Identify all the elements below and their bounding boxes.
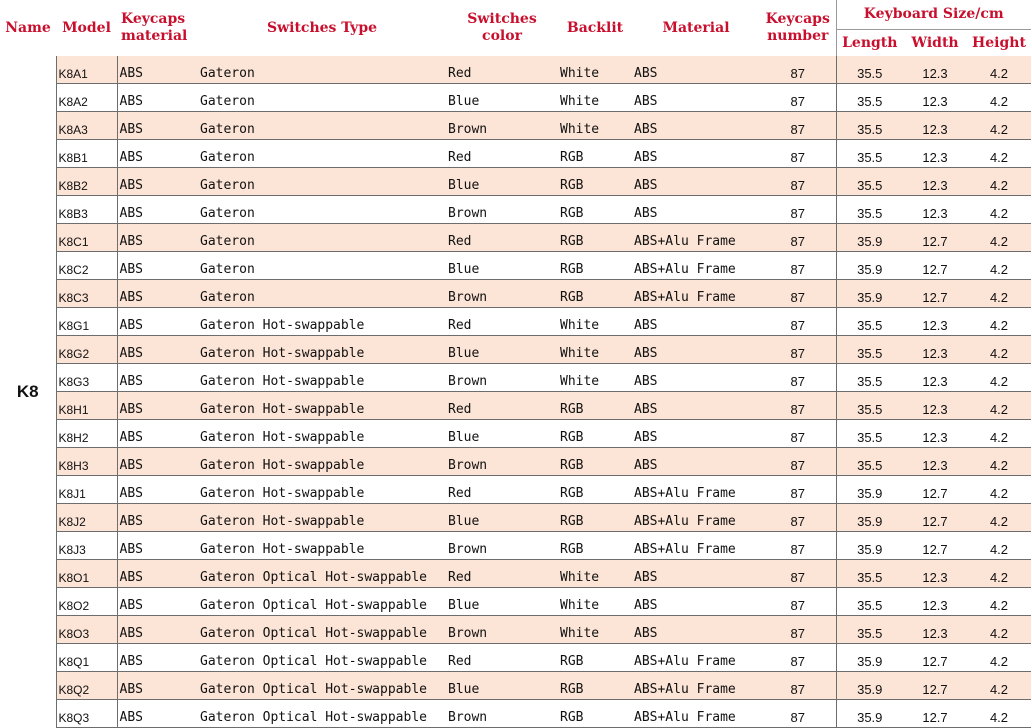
backlit-cell: RGB bbox=[558, 476, 632, 504]
length-cell: 35.5 bbox=[836, 616, 903, 644]
height-cell: 4.2 bbox=[967, 168, 1031, 196]
switches-type-cell: Gateron bbox=[198, 252, 446, 280]
model-cell: K8A1 bbox=[56, 56, 117, 84]
material-cell: ABS bbox=[632, 168, 760, 196]
group-name-cell: K8 bbox=[0, 56, 56, 728]
length-cell: 35.5 bbox=[836, 168, 903, 196]
height-cell: 4.2 bbox=[967, 644, 1031, 672]
model-cell: K8H3 bbox=[56, 448, 117, 476]
model-cell: K8G1 bbox=[56, 308, 117, 336]
col-header-switches-color bbox=[446, 0, 558, 56]
backlit-cell: White bbox=[558, 112, 632, 140]
width-cell: 12.3 bbox=[903, 56, 967, 84]
switches-type-cell: Gateron Hot-swappable bbox=[198, 504, 446, 532]
keycaps-number-cell: 87 bbox=[760, 672, 836, 700]
backlit-cell: White bbox=[558, 616, 632, 644]
width-cell: 12.3 bbox=[903, 140, 967, 168]
switches-color-cell: Red bbox=[446, 56, 558, 84]
col-header-keycaps-number-line2: number bbox=[767, 28, 829, 44]
switches-color-cell: Blue bbox=[446, 420, 558, 448]
width-cell: 12.3 bbox=[903, 112, 967, 140]
height-cell: 4.2 bbox=[967, 504, 1031, 532]
length-cell: 35.5 bbox=[836, 420, 903, 448]
switches-type-cell: Gateron Hot-swappable bbox=[198, 336, 446, 364]
model-cell: K8A2 bbox=[56, 84, 117, 112]
keycaps-material-cell: ABS bbox=[117, 420, 198, 448]
table-row bbox=[0, 672, 1031, 700]
keycaps-number-cell: 87 bbox=[760, 364, 836, 392]
backlit-cell: RGB bbox=[558, 140, 632, 168]
keycaps-material-cell: ABS bbox=[117, 280, 198, 308]
material-cell: ABS+Alu Frame bbox=[632, 672, 760, 700]
backlit-cell: White bbox=[558, 588, 632, 616]
switches-type-cell: Gateron bbox=[198, 224, 446, 252]
width-cell: 12.7 bbox=[903, 672, 967, 700]
switches-color-cell: Blue bbox=[446, 252, 558, 280]
length-cell: 35.9 bbox=[836, 644, 903, 672]
model-cell: K8J2 bbox=[56, 504, 117, 532]
col-header-width: Width bbox=[911, 34, 959, 51]
model-cell: K8Q2 bbox=[56, 672, 117, 700]
model-cell: K8Q1 bbox=[56, 644, 117, 672]
switches-color-cell: Red bbox=[446, 476, 558, 504]
material-cell: ABS bbox=[632, 56, 760, 84]
backlit-cell: White bbox=[558, 364, 632, 392]
backlit-cell: White bbox=[558, 560, 632, 588]
backlit-cell: White bbox=[558, 84, 632, 112]
col-header-switches-color-line1: Switches bbox=[467, 11, 537, 27]
width-cell: 12.7 bbox=[903, 532, 967, 560]
model-cell: K8B2 bbox=[56, 168, 117, 196]
keycaps-number-cell: 87 bbox=[760, 420, 836, 448]
material-cell: ABS bbox=[632, 84, 760, 112]
keycaps-material-cell: ABS bbox=[117, 644, 198, 672]
keycaps-material-cell: ABS bbox=[117, 616, 198, 644]
material-cell: ABS bbox=[632, 140, 760, 168]
width-cell: 12.3 bbox=[903, 196, 967, 224]
switches-type-cell: Gateron bbox=[198, 140, 446, 168]
keycaps-material-cell: ABS bbox=[117, 168, 198, 196]
material-cell: ABS bbox=[632, 616, 760, 644]
keycaps-number-cell: 87 bbox=[760, 448, 836, 476]
height-cell: 4.2 bbox=[967, 252, 1031, 280]
keycaps-material-cell: ABS bbox=[117, 224, 198, 252]
width-cell: 12.3 bbox=[903, 420, 967, 448]
keycaps-number-cell: 87 bbox=[760, 168, 836, 196]
length-cell: 35.5 bbox=[836, 392, 903, 420]
switches-color-cell: Blue bbox=[446, 168, 558, 196]
length-cell: 35.9 bbox=[836, 252, 903, 280]
col-header-keycaps-number-line1: Keycaps bbox=[765, 11, 830, 27]
keycaps-number-cell: 87 bbox=[760, 700, 836, 728]
height-cell: 4.2 bbox=[967, 560, 1031, 588]
length-cell: 35.5 bbox=[836, 84, 903, 112]
switches-type-cell: Gateron Optical Hot-swappable bbox=[198, 644, 446, 672]
table-row bbox=[0, 140, 1031, 168]
col-header-switches-color-line2: color bbox=[482, 28, 522, 44]
material-cell: ABS+Alu Frame bbox=[632, 504, 760, 532]
height-cell: 4.2 bbox=[967, 280, 1031, 308]
switches-type-cell: Gateron Optical Hot-swappable bbox=[198, 588, 446, 616]
height-cell: 4.2 bbox=[967, 616, 1031, 644]
switches-type-cell: Gateron Hot-swappable bbox=[198, 476, 446, 504]
keycaps-material-cell: ABS bbox=[117, 112, 198, 140]
switches-type-cell: Gateron Optical Hot-swappable bbox=[198, 700, 446, 728]
width-cell: 12.3 bbox=[903, 84, 967, 112]
width-cell: 12.3 bbox=[903, 560, 967, 588]
width-cell: 12.7 bbox=[903, 280, 967, 308]
switches-type-cell: Gateron Optical Hot-swappable bbox=[198, 560, 446, 588]
keycaps-number-cell: 87 bbox=[760, 56, 836, 84]
length-cell: 35.5 bbox=[836, 56, 903, 84]
table-row bbox=[0, 588, 1031, 616]
table-row bbox=[0, 644, 1031, 672]
keycaps-number-cell: 87 bbox=[760, 308, 836, 336]
switches-type-cell: Gateron bbox=[198, 196, 446, 224]
keycaps-material-cell: ABS bbox=[117, 700, 198, 728]
length-cell: 35.9 bbox=[836, 700, 903, 728]
keycaps-number-cell: 87 bbox=[760, 476, 836, 504]
backlit-cell: RGB bbox=[558, 168, 632, 196]
switches-type-cell: Gateron Hot-swappable bbox=[198, 392, 446, 420]
keycaps-material-cell: ABS bbox=[117, 308, 198, 336]
material-cell: ABS+Alu Frame bbox=[632, 252, 760, 280]
width-cell: 12.3 bbox=[903, 336, 967, 364]
model-cell: K8G3 bbox=[56, 364, 117, 392]
material-cell: ABS bbox=[632, 196, 760, 224]
width-cell: 12.3 bbox=[903, 168, 967, 196]
switches-color-cell: Red bbox=[446, 392, 558, 420]
backlit-cell: RGB bbox=[558, 420, 632, 448]
width-cell: 12.3 bbox=[903, 364, 967, 392]
model-cell: K8C3 bbox=[56, 280, 117, 308]
height-cell: 4.2 bbox=[967, 224, 1031, 252]
height-cell: 4.2 bbox=[967, 588, 1031, 616]
model-cell: K8B3 bbox=[56, 196, 117, 224]
material-cell: ABS bbox=[632, 336, 760, 364]
length-cell: 35.9 bbox=[836, 504, 903, 532]
length-cell: 35.5 bbox=[836, 588, 903, 616]
switches-type-cell: Gateron Hot-swappable bbox=[198, 448, 446, 476]
col-header-length: Length bbox=[836, 30, 903, 57]
switches-type-cell: Gateron bbox=[198, 168, 446, 196]
switches-type-cell: Gateron Hot-swappable bbox=[198, 532, 446, 560]
switches-color-cell: Brown bbox=[446, 112, 558, 140]
switches-type-cell: Gateron Hot-swappable bbox=[198, 420, 446, 448]
switches-color-cell: Red bbox=[446, 560, 558, 588]
table-row bbox=[0, 280, 1031, 308]
model-cell: K8J3 bbox=[56, 532, 117, 560]
height-cell: 4.2 bbox=[967, 448, 1031, 476]
width-cell: 12.3 bbox=[903, 308, 967, 336]
backlit-cell: White bbox=[558, 56, 632, 84]
switches-type-cell: Gateron Hot-swappable bbox=[198, 308, 446, 336]
width-cell: 12.3 bbox=[903, 616, 967, 644]
keycaps-number-cell: 87 bbox=[760, 84, 836, 112]
table-row bbox=[0, 504, 1031, 532]
height-cell: 4.2 bbox=[967, 140, 1031, 168]
keycaps-material-cell: ABS bbox=[117, 560, 198, 588]
material-cell: ABS bbox=[632, 420, 760, 448]
height-cell: 4.2 bbox=[967, 700, 1031, 728]
switches-color-cell: Red bbox=[446, 224, 558, 252]
model-cell: K8O1 bbox=[56, 560, 117, 588]
keycaps-material-cell: ABS bbox=[117, 448, 198, 476]
table-row bbox=[0, 448, 1031, 476]
length-cell: 35.5 bbox=[836, 308, 903, 336]
switches-type-cell: Gateron Optical Hot-swappable bbox=[198, 672, 446, 700]
material-cell: ABS+Alu Frame bbox=[632, 644, 760, 672]
width-cell: 12.3 bbox=[903, 448, 967, 476]
backlit-cell: RGB bbox=[558, 196, 632, 224]
col-header-backlit: Backlit bbox=[566, 19, 624, 36]
table-row bbox=[0, 700, 1031, 728]
length-cell: 35.9 bbox=[836, 476, 903, 504]
keycaps-number-cell: 87 bbox=[760, 560, 836, 588]
table-row bbox=[0, 336, 1031, 364]
keycaps-material-cell: ABS bbox=[117, 588, 198, 616]
width-cell: 12.7 bbox=[903, 644, 967, 672]
keycaps-number-cell: 87 bbox=[760, 392, 836, 420]
length-cell: 35.9 bbox=[836, 532, 903, 560]
backlit-cell: RGB bbox=[558, 252, 632, 280]
table-row bbox=[0, 84, 1031, 112]
backlit-cell: White bbox=[558, 308, 632, 336]
height-cell: 4.2 bbox=[967, 392, 1031, 420]
keycaps-number-cell: 87 bbox=[760, 532, 836, 560]
switches-type-cell: Gateron bbox=[198, 112, 446, 140]
col-header-keycaps-material-line1: Keycaps bbox=[121, 11, 186, 27]
keycaps-material-cell: ABS bbox=[117, 504, 198, 532]
length-cell: 35.5 bbox=[836, 364, 903, 392]
width-cell: 12.7 bbox=[903, 504, 967, 532]
keycaps-material-cell: ABS bbox=[117, 140, 198, 168]
col-header-keyboard-size: Keyboard Size/cm bbox=[836, 0, 1031, 30]
switches-color-cell: Blue bbox=[446, 588, 558, 616]
keycaps-number-cell: 87 bbox=[760, 336, 836, 364]
switches-type-cell: Gateron bbox=[198, 84, 446, 112]
switches-color-cell: Red bbox=[446, 644, 558, 672]
keycaps-number-cell: 87 bbox=[760, 644, 836, 672]
col-header-height: Height bbox=[972, 34, 1026, 51]
table-row bbox=[0, 56, 1031, 84]
table-row bbox=[0, 112, 1031, 140]
switches-color-cell: Red bbox=[446, 308, 558, 336]
model-cell: K8G2 bbox=[56, 336, 117, 364]
height-cell: 4.2 bbox=[967, 112, 1031, 140]
length-cell: 35.5 bbox=[836, 336, 903, 364]
material-cell: ABS bbox=[632, 588, 760, 616]
height-cell: 4.2 bbox=[967, 196, 1031, 224]
switches-color-cell: Brown bbox=[446, 364, 558, 392]
model-cell: K8C2 bbox=[56, 252, 117, 280]
table-row bbox=[0, 224, 1031, 252]
col-header-name: Name bbox=[5, 19, 51, 36]
height-cell: 4.2 bbox=[967, 336, 1031, 364]
keycaps-number-cell: 87 bbox=[760, 504, 836, 532]
keycaps-number-cell: 87 bbox=[760, 588, 836, 616]
keycaps-number-cell: 87 bbox=[760, 224, 836, 252]
width-cell: 12.3 bbox=[903, 588, 967, 616]
table-row bbox=[0, 308, 1031, 336]
keycaps-material-cell: ABS bbox=[117, 196, 198, 224]
switches-type-cell: Gateron Hot-swappable bbox=[198, 364, 446, 392]
length-cell: 35.5 bbox=[836, 448, 903, 476]
keycaps-number-cell: 87 bbox=[760, 252, 836, 280]
table-row bbox=[0, 196, 1031, 224]
width-cell: 12.7 bbox=[903, 476, 967, 504]
model-cell: K8J1 bbox=[56, 476, 117, 504]
width-cell: 12.7 bbox=[903, 252, 967, 280]
length-cell: 35.5 bbox=[836, 196, 903, 224]
material-cell: ABS bbox=[632, 112, 760, 140]
backlit-cell: RGB bbox=[558, 700, 632, 728]
backlit-cell: RGB bbox=[558, 280, 632, 308]
length-cell: 35.5 bbox=[836, 140, 903, 168]
keycaps-number-cell: 87 bbox=[760, 140, 836, 168]
col-header-switches-type: Switches Type bbox=[266, 19, 378, 36]
table-row bbox=[0, 476, 1031, 504]
keycaps-material-cell: ABS bbox=[117, 532, 198, 560]
switches-type-cell: Gateron bbox=[198, 280, 446, 308]
table-row bbox=[0, 392, 1031, 420]
keycaps-material-cell: ABS bbox=[117, 364, 198, 392]
table-body bbox=[0, 56, 1031, 728]
height-cell: 4.2 bbox=[967, 420, 1031, 448]
switches-color-cell: Blue bbox=[446, 336, 558, 364]
height-cell: 4.2 bbox=[967, 672, 1031, 700]
keycaps-material-cell: ABS bbox=[117, 392, 198, 420]
col-header-keycaps-material bbox=[117, 0, 198, 56]
material-cell: ABS+Alu Frame bbox=[632, 280, 760, 308]
width-cell: 12.3 bbox=[903, 392, 967, 420]
table-row bbox=[0, 252, 1031, 280]
model-cell: K8A3 bbox=[56, 112, 117, 140]
table-row bbox=[0, 560, 1031, 588]
material-cell: ABS+Alu Frame bbox=[632, 224, 760, 252]
col-header-keycaps-number bbox=[760, 0, 836, 56]
col-header-material: Material bbox=[662, 19, 730, 36]
keycaps-material-cell: ABS bbox=[117, 56, 198, 84]
switches-color-cell: Brown bbox=[446, 196, 558, 224]
material-cell: ABS+Alu Frame bbox=[632, 700, 760, 728]
length-cell: 35.5 bbox=[836, 560, 903, 588]
switches-type-cell: Gateron Optical Hot-swappable bbox=[198, 616, 446, 644]
model-cell: K8B1 bbox=[56, 140, 117, 168]
height-cell: 4.2 bbox=[967, 56, 1031, 84]
backlit-cell: White bbox=[558, 336, 632, 364]
switches-color-cell: Brown bbox=[446, 448, 558, 476]
table-row bbox=[0, 420, 1031, 448]
model-cell: K8H2 bbox=[56, 420, 117, 448]
switches-color-cell: Blue bbox=[446, 84, 558, 112]
backlit-cell: RGB bbox=[558, 644, 632, 672]
length-cell: 35.9 bbox=[836, 280, 903, 308]
switches-color-cell: Brown bbox=[446, 280, 558, 308]
keycaps-material-cell: ABS bbox=[117, 476, 198, 504]
switches-type-cell: Gateron bbox=[198, 56, 446, 84]
keycaps-number-cell: 87 bbox=[760, 196, 836, 224]
backlit-cell: RGB bbox=[558, 392, 632, 420]
material-cell: ABS+Alu Frame bbox=[632, 476, 760, 504]
table-row bbox=[0, 168, 1031, 196]
model-cell: K8Q3 bbox=[56, 700, 117, 728]
model-cell: K8H1 bbox=[56, 392, 117, 420]
material-cell: ABS bbox=[632, 448, 760, 476]
keycaps-number-cell: 87 bbox=[760, 616, 836, 644]
material-cell: ABS bbox=[632, 308, 760, 336]
switches-color-cell: Red bbox=[446, 140, 558, 168]
switches-color-cell: Brown bbox=[446, 532, 558, 560]
table-row bbox=[0, 532, 1031, 560]
height-cell: 4.2 bbox=[967, 476, 1031, 504]
table-row bbox=[0, 616, 1031, 644]
model-cell: K8C1 bbox=[56, 224, 117, 252]
height-cell: 4.2 bbox=[967, 532, 1031, 560]
switches-color-cell: Blue bbox=[446, 672, 558, 700]
height-cell: 4.2 bbox=[967, 364, 1031, 392]
length-cell: 35.9 bbox=[836, 224, 903, 252]
backlit-cell: RGB bbox=[558, 532, 632, 560]
material-cell: ABS bbox=[632, 392, 760, 420]
length-cell: 35.9 bbox=[836, 672, 903, 700]
model-cell: K8O2 bbox=[56, 588, 117, 616]
height-cell: 4.2 bbox=[967, 308, 1031, 336]
switches-color-cell: Brown bbox=[446, 616, 558, 644]
material-cell: ABS+Alu Frame bbox=[632, 532, 760, 560]
header-row-1 bbox=[0, 0, 1031, 30]
switches-color-cell: Brown bbox=[446, 700, 558, 728]
backlit-cell: RGB bbox=[558, 448, 632, 476]
col-header-model: Model bbox=[62, 19, 111, 36]
keycaps-material-cell: ABS bbox=[117, 252, 198, 280]
model-cell: K8O3 bbox=[56, 616, 117, 644]
backlit-cell: RGB bbox=[558, 672, 632, 700]
keycaps-material-cell: ABS bbox=[117, 336, 198, 364]
keycaps-material-cell: ABS bbox=[117, 84, 198, 112]
backlit-cell: RGB bbox=[558, 504, 632, 532]
table-row bbox=[0, 364, 1031, 392]
width-cell: 12.7 bbox=[903, 224, 967, 252]
material-cell: ABS bbox=[632, 364, 760, 392]
material-cell: ABS bbox=[632, 560, 760, 588]
keycaps-number-cell: 87 bbox=[760, 280, 836, 308]
switches-color-cell: Blue bbox=[446, 504, 558, 532]
height-cell: 4.2 bbox=[967, 84, 1031, 112]
backlit-cell: RGB bbox=[558, 224, 632, 252]
width-cell: 12.7 bbox=[903, 700, 967, 728]
keycaps-material-cell: ABS bbox=[117, 672, 198, 700]
keycaps-number-cell: 87 bbox=[760, 112, 836, 140]
col-header-keycaps-material-line2: material bbox=[121, 28, 188, 44]
length-cell: 35.5 bbox=[836, 112, 903, 140]
